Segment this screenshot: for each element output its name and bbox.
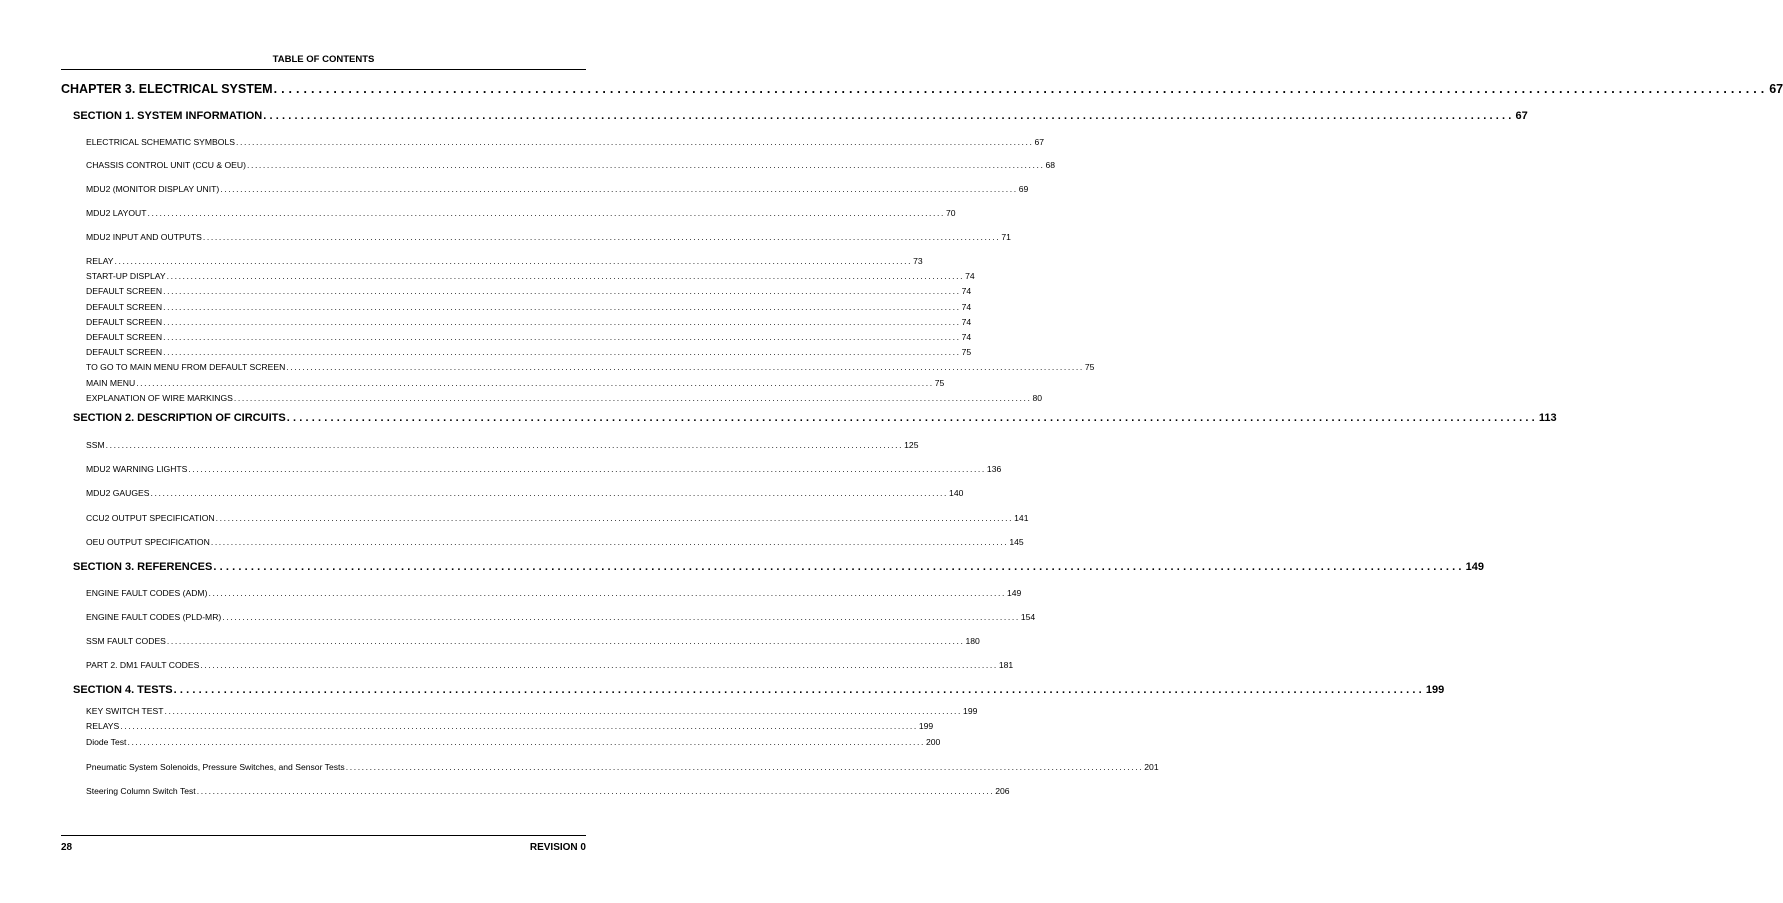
toc-entry-page: 69 [1018,184,1029,194]
toc-item-entry[interactable] [86,317,972,327]
toc-entry-page: 199 [963,706,978,716]
dot-leader: ........................................................................................................................................................................................................ [273,82,1769,96]
toc-item-entry[interactable] [86,706,978,716]
toc-entry-page: 200 [925,737,941,747]
toc-entry-title: TO GO TO MAIN MENU FROM DEFAULT SCREEN [86,362,286,372]
toc-item-entry[interactable] [86,488,964,498]
dot-leader: ........................................................................................................................................................................................................ [233,393,1032,403]
toc-entry-page: 145 [1009,537,1024,547]
dot-leader: ........................................................................................................................................................................................................ [215,513,1014,523]
toc-entry-page: 140 [949,488,964,498]
toc-entry-title: ELECTRICAL SCHEMATIC SYMBOLS [86,137,235,147]
dot-leader: ........................................................................................................................................................................................................ [163,332,961,342]
dot-leader: ........................................................................................................................................................................................................ [120,721,918,731]
toc-item-entry[interactable] [86,393,1043,403]
dot-leader: ........................................................................................................................................................................................................ [220,184,1018,194]
dot-leader: ........................................................................................................................................................................................................ [200,660,998,670]
toc-entry-page: 73 [913,256,923,266]
header-rule [61,69,586,70]
toc-chapter-entry[interactable] [61,82,1783,96]
toc-item-entry[interactable] [86,208,956,218]
dot-leader: ........................................................................................................................................................................................................ [208,588,1006,598]
dot-leader: ........................................................................................................................................................................................................ [222,612,1020,622]
toc-entry-title: ENGINE FAULT CODES (PLD-MR) [86,612,222,622]
footer-rule [61,835,586,836]
toc-section-entry[interactable] [73,561,1484,573]
page-number: 28 [61,842,73,853]
toc-entry-page: 181 [998,660,1014,670]
toc-entry-page: 154 [1020,612,1036,622]
toc-entry-title: MDU2 LAYOUT [86,208,147,218]
toc-item-entry[interactable] [86,464,1002,474]
toc-entry-title: CHASSIS CONTROL UNIT (CCU & OEU) [86,160,246,170]
toc-entry-page: 199 [1425,684,1445,696]
toc-entry-page: 67 [1034,137,1045,147]
toc-entry-title: PART 2. DM1 FAULT CODES [86,660,200,670]
toc-entry-page: 75 [1084,362,1095,372]
toc-entry-page: 74 [961,286,972,296]
toc-item-entry[interactable] [86,347,972,357]
toc-entry-title: SECTION 1. SYSTEM INFORMATION [73,110,263,122]
toc-item-entry[interactable] [86,588,1022,598]
toc-entry-title: MDU2 WARNING LIGHTS [86,464,188,474]
toc-entry-page: 74 [961,317,972,327]
toc-item-entry[interactable] [86,286,972,296]
toc-entry-page: 70 [946,208,956,218]
toc-item-entry[interactable] [86,232,1011,242]
toc-item-entry[interactable] [86,137,1045,147]
dot-leader: ........................................................................................................................................................................................................ [147,208,946,218]
toc-entry-title: SSM FAULT CODES [86,636,166,646]
dot-leader: ........................................................................................................................................................................................................ [246,160,1045,170]
toc-item-entry[interactable] [86,271,975,281]
dot-leader: ........................................................................................................................................................................................................ [196,786,995,796]
toc-entry-title: SECTION 2. DESCRIPTION OF CIRCUITS [73,412,286,424]
toc-item-entry[interactable] [86,332,972,342]
dot-leader: ........................................................................................................................................................................................................ [345,762,1144,772]
toc-entry-title: MDU2 GAUGES [86,488,150,498]
toc-entry-title: SSM [86,440,105,450]
toc-section-entry[interactable] [73,110,1528,122]
dot-leader: ........................................................................................................................................................................................................ [166,271,965,281]
toc-item-entry[interactable] [86,721,934,731]
toc-entry-page: 80 [1032,393,1043,403]
toc-entry-title: Steering Column Switch Test [86,786,196,796]
toc-item-entry[interactable] [86,786,1010,796]
toc-entry-page: 71 [1001,232,1011,242]
toc-entry-page: 74 [961,302,972,312]
toc-entry-title: DEFAULT SCREEN [86,347,163,357]
page-header-title: TABLE OF CONTENTS [272,54,375,65]
dot-leader: ........................................................................................................................................................................................................ [236,137,1034,147]
toc-entry-title: CHAPTER 3. ELECTRICAL SYSTEM [61,82,273,96]
toc-entry-page: 136 [986,464,1002,474]
toc-item-entry[interactable] [86,160,1056,170]
dot-leader: ........................................................................................................................................................................................................ [188,464,986,474]
dot-leader: ........................................................................................................................................................................................................ [105,440,904,450]
toc-entry-title: START-UP DISPLAY [86,271,166,281]
toc-entry-page: 75 [934,378,945,388]
toc-item-entry[interactable] [86,737,941,747]
toc-item-entry[interactable] [86,362,1095,372]
toc-entry-page: 206 [995,786,1010,796]
toc-entry-page: 113 [1538,412,1557,424]
dot-leader: ........................................................................................................................................................................................................ [164,706,963,716]
toc-item-entry[interactable] [86,184,1029,194]
toc-entry-title: EXPLANATION OF WIRE MARKINGS [86,393,233,403]
toc-item-entry[interactable] [86,660,1014,670]
toc-entry-title: Pneumatic System Solenoids, Pressure Switches, and Sensor Tests [86,762,345,772]
toc-entry-title: SECTION 4. TESTS [73,684,173,696]
dot-leader: ........................................................................................................................................................................................................ [163,317,961,327]
toc-entry-page: 141 [1014,513,1029,523]
toc-entry-page: 74 [961,332,972,342]
dot-leader: ........................................................................................................................................................................................................ [166,636,965,646]
dot-leader: ........................................................................................................................................................................................................ [213,561,1465,573]
toc-entry-page: 149 [1006,588,1022,598]
toc-item-entry[interactable] [86,378,945,388]
toc-entry-title: DEFAULT SCREEN [86,302,163,312]
toc-entry-page: 149 [1465,561,1484,573]
dot-leader: ........................................................................................................................................................................................................ [263,110,1515,122]
toc-entry-title: MDU2 (MONITOR DISPLAY UNIT) [86,184,220,194]
toc-entry-title: DEFAULT SCREEN [86,286,163,296]
toc-entry-page: 180 [965,636,980,646]
toc-entry-title: DEFAULT SCREEN [86,332,163,342]
dot-leader: ........................................................................................................................................................................................................ [127,737,925,747]
toc-entry-title: ENGINE FAULT CODES (ADM) [86,588,208,598]
dot-leader: ........................................................................................................................................................................................................ [173,684,1425,696]
dot-leader: ........................................................................................................................................................................................................ [150,488,949,498]
revision-label: REVISION 0 [529,842,586,853]
toc-entry-title: RELAY [86,256,114,266]
dot-leader: ........................................................................................................................................................................................................ [286,362,1084,372]
dot-leader: ........................................................................................................................................................................................................ [163,286,961,296]
toc-entry-page: 68 [1045,160,1056,170]
toc-entry-title: MDU2 INPUT AND OUTPUTS [86,232,202,242]
toc-section-entry[interactable] [73,412,1557,424]
toc-entry-title: RELAYS [86,721,120,731]
toc-item-entry[interactable] [86,440,919,450]
toc-item-entry[interactable] [86,762,1159,772]
toc-entry-page: 201 [1144,762,1159,772]
toc-entry-page: 75 [961,347,972,357]
toc-entry-page: 67 [1515,110,1528,122]
toc-item-entry[interactable] [86,513,1029,523]
toc-item-entry[interactable] [86,302,972,312]
toc-entry-title: CCU2 OUTPUT SPECIFICATION [86,513,215,523]
toc-section-entry[interactable] [73,684,1445,696]
toc-entry-title: KEY SWITCH TEST [86,706,164,716]
toc-item-entry[interactable] [86,636,980,646]
dot-leader: ........................................................................................................................................................................................................ [210,537,1009,547]
dot-leader: ........................................................................................................................................................................................................ [136,378,934,388]
dot-leader: ........................................................................................................................................................................................................ [202,232,1001,242]
toc-entry-title: DEFAULT SCREEN [86,317,163,327]
toc-item-entry[interactable] [86,537,1024,547]
dot-leader: ........................................................................................................................................................................................................ [286,412,1538,424]
toc-entry-title: Diode Test [86,737,127,747]
toc-item-entry[interactable] [86,256,923,266]
dot-leader: ........................................................................................................................................................................................................ [163,347,961,357]
toc-entry-title: SECTION 3. REFERENCES [73,561,213,573]
toc-entry-page: 199 [918,721,934,731]
toc-item-entry[interactable] [86,612,1036,622]
dot-leader: ........................................................................................................................................................................................................ [114,256,913,266]
toc-entry-title: MAIN MENU [86,378,136,388]
toc-entry-title: OEU OUTPUT SPECIFICATION [86,537,210,547]
toc-entry-page: 67 [1769,82,1783,96]
dot-leader: ........................................................................................................................................................................................................ [163,302,961,312]
toc-entry-page: 125 [904,440,919,450]
toc-entry-page: 74 [965,271,975,281]
